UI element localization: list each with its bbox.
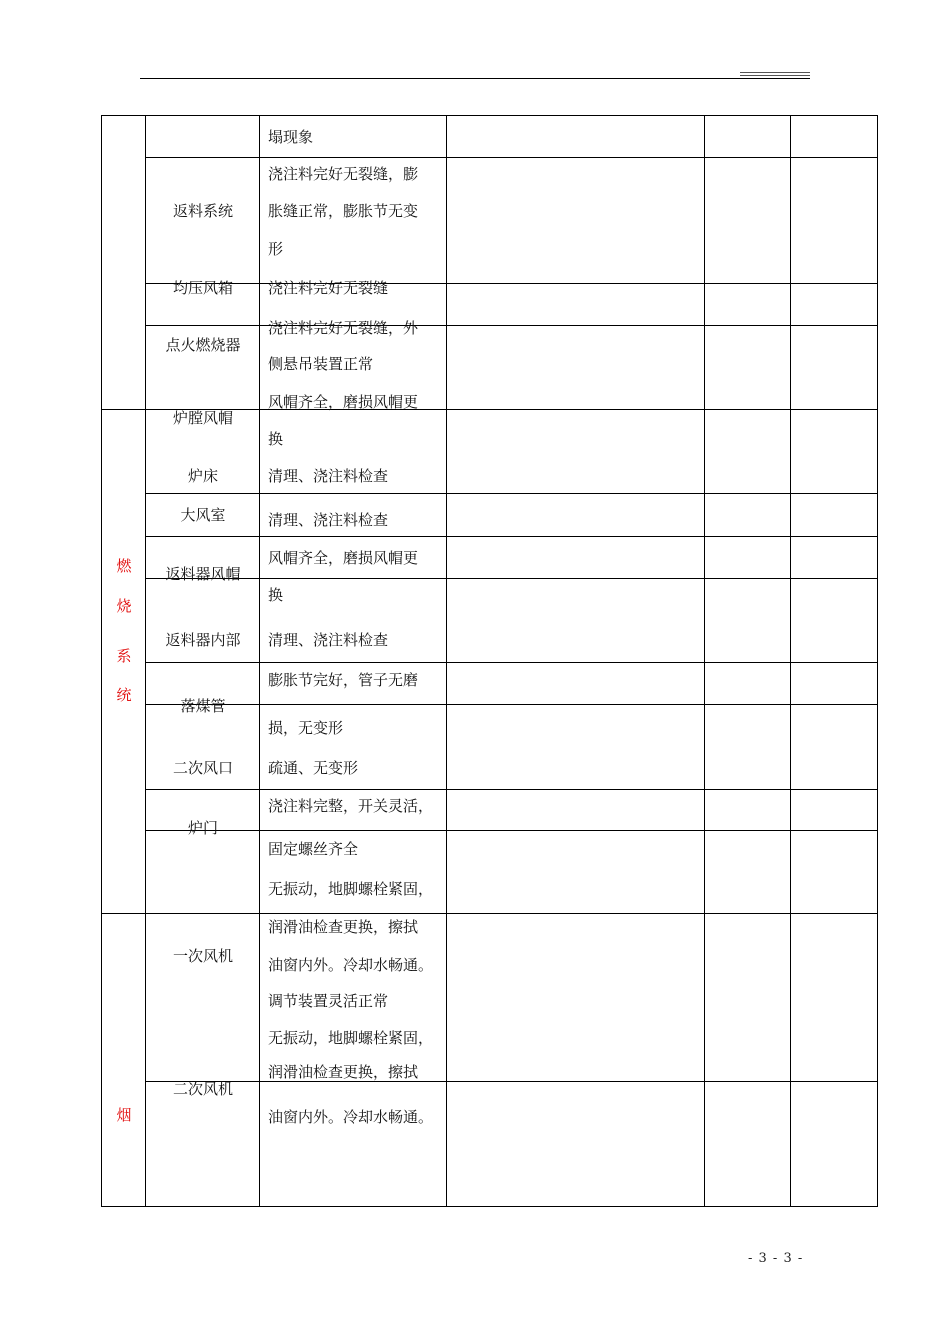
item-name: 返料器风帽 xyxy=(165,565,241,583)
column-divider xyxy=(704,115,705,1207)
row-divider xyxy=(145,157,878,158)
item-name: 炉门 xyxy=(187,819,218,837)
item-name: 落煤管 xyxy=(180,697,226,715)
standard-text: 油窗内外。冷却水畅通。 xyxy=(268,956,434,974)
column-divider xyxy=(446,115,447,1207)
row-divider xyxy=(145,536,878,537)
row-divider xyxy=(145,662,878,663)
page-number: - 3 - 3 - xyxy=(748,1251,804,1266)
item-name: 返料系统 xyxy=(172,202,233,220)
group-label: 统 xyxy=(116,686,132,704)
group-divider xyxy=(101,913,878,914)
item-name: 二次风机 xyxy=(172,1080,233,1098)
standard-text: 浇注料完整，开关灵活， xyxy=(268,797,434,815)
standard-text: 油窗内外。冷却水畅通。 xyxy=(268,1108,434,1126)
standard-text: 润滑油检查更换，擦拭 xyxy=(268,1063,419,1081)
row-divider xyxy=(145,493,878,494)
standard-text: 风帽齐全，磨损风帽更 xyxy=(268,393,419,411)
standard-text: 清理、浇注料检查 xyxy=(268,631,389,649)
standard-text: 塌现象 xyxy=(268,128,314,146)
standard-text: 无振动，地脚螺栓紧固， xyxy=(268,1029,434,1047)
item-name: 均压风箱 xyxy=(172,279,233,297)
table-border-right xyxy=(877,115,878,1207)
item-name: 炉床 xyxy=(187,467,218,485)
standard-text: 无振动，地脚螺栓紧固， xyxy=(268,880,434,898)
item-name: 点火燃烧器 xyxy=(165,336,241,354)
group-label: 烟 xyxy=(116,1106,132,1124)
item-name: 返料器内部 xyxy=(165,631,241,649)
table-border-bottom xyxy=(101,1206,878,1207)
column-divider xyxy=(790,115,791,1207)
standard-text: 换 xyxy=(268,430,284,448)
standard-text: 润滑油检查更换，擦拭 xyxy=(268,918,419,936)
standard-text: 清理、浇注料检查 xyxy=(268,511,389,529)
item-name: 大风室 xyxy=(180,506,226,524)
standard-text: 风帽齐全，磨损风帽更 xyxy=(268,549,419,567)
group-label: 燃 xyxy=(116,557,132,575)
standard-text: 膨胀节完好，管子无磨 xyxy=(268,671,419,689)
standard-text: 清理、浇注料检查 xyxy=(268,467,389,485)
standard-text: 换 xyxy=(268,586,284,604)
item-name: 二次风口 xyxy=(172,759,233,777)
standard-text: 侧悬吊装置正常 xyxy=(268,355,374,373)
standard-text: 浇注料完好无裂缝，外 xyxy=(268,319,419,337)
row-divider xyxy=(145,325,878,326)
group-label: 系 xyxy=(116,647,132,665)
standard-text: 固定螺丝齐全 xyxy=(268,840,359,858)
standard-text: 形 xyxy=(268,240,284,258)
standard-text: 损，无变形 xyxy=(268,719,344,737)
group-label: 烧 xyxy=(116,597,132,615)
item-name: 炉膛风帽 xyxy=(172,409,233,427)
item-name: 一次风机 xyxy=(172,947,233,965)
standard-text: 调节装置灵活正常 xyxy=(268,992,389,1010)
table-border-left xyxy=(101,115,102,1207)
table-border-top xyxy=(101,115,878,116)
standard-text: 浇注料完好无裂缝，膨 xyxy=(268,165,419,183)
row-divider xyxy=(145,789,878,790)
standard-text: 疏通、无变形 xyxy=(268,759,359,777)
standard-text: 浇注料完好无裂缝 xyxy=(268,279,389,297)
standard-text: 胀缝正常，膨胀节无变 xyxy=(268,202,419,220)
